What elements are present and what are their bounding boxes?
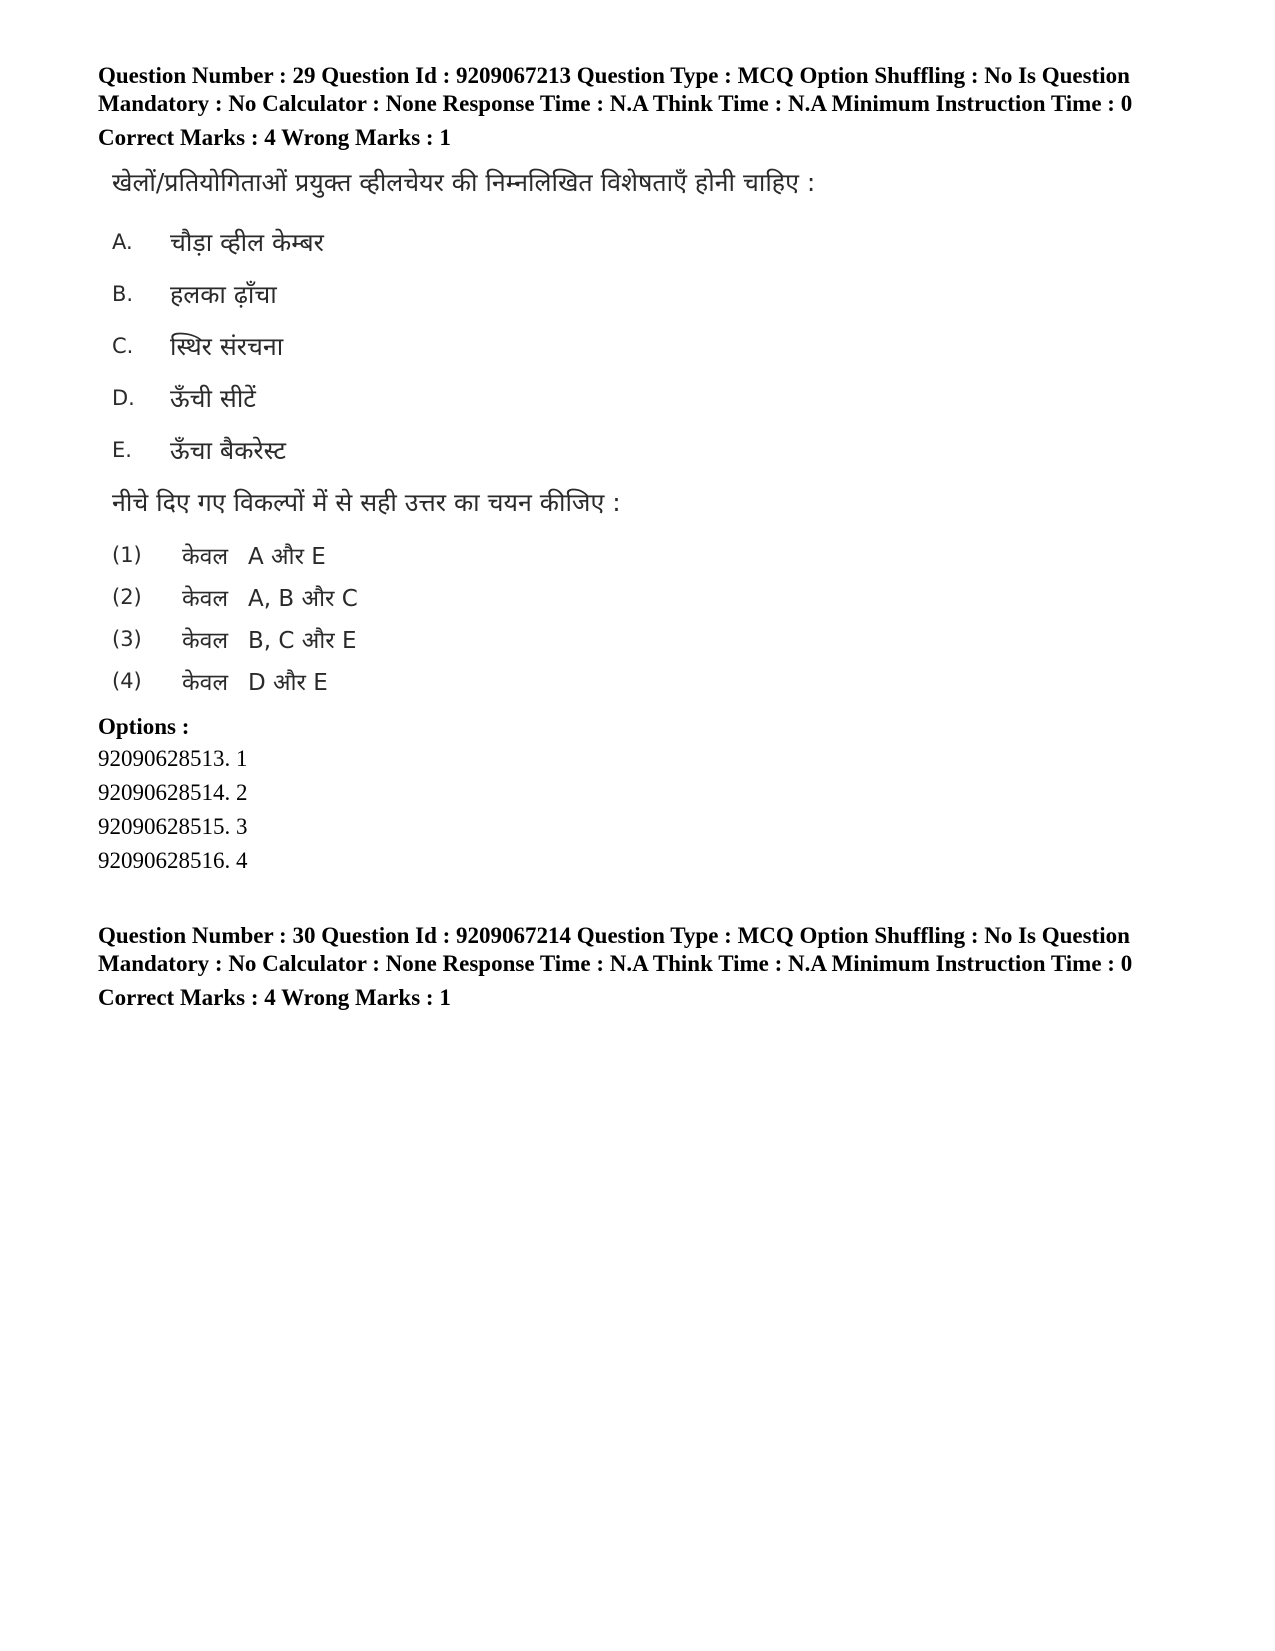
statement-letter: E. (112, 438, 132, 462)
statement-text: हलका ढ़ाँचा (170, 280, 277, 309)
choice-qualifier: केवल (182, 544, 229, 570)
choice-number: (2) (112, 585, 142, 609)
option-item: 92090628513. 1 (98, 746, 248, 771)
choice-number: (4) (112, 669, 142, 693)
statement-text: स्थिर संरचना (170, 332, 284, 361)
question-meta: Question Number : 29 Question Id : 9209067213 Question Type : MCQ Option Shuffling : No Is Question Mandatory : No Calculator : None Response Time : N.A Think Time : N.A Minimum Instruction Time : 0 (98, 63, 1133, 116)
statement-item (112, 424, 1178, 476)
question-block (98, 62, 1178, 878)
statement-item (112, 268, 1178, 320)
choice-qualifier: केवल (182, 628, 229, 654)
statement-text: चौड़ा व्हील केम्बर (170, 228, 324, 257)
question-meta: Question Number : 30 Question Id : 9209067214 Question Type : MCQ Option Shuffling : No Is Question Mandatory : No Calculator : None Response Time : N.A Think Time : N.A Minimum Instruction Time : 0 (98, 923, 1133, 976)
answer-choice (112, 660, 1178, 702)
statement-item (112, 320, 1178, 372)
question-body (112, 166, 1178, 702)
choice-text: D और E (248, 670, 328, 696)
statement-item (112, 372, 1178, 424)
choice-number: (3) (112, 627, 142, 651)
answer-choice (112, 576, 1178, 618)
option-item: 92090628514. 2 (98, 780, 248, 805)
answer-choice (112, 618, 1178, 660)
statement-letter: C. (112, 334, 134, 358)
question-block (98, 922, 1178, 1012)
options-heading: Options : (98, 714, 190, 739)
answer-choice (112, 534, 1178, 576)
question-marks: Correct Marks : 4 Wrong Marks : 1 (98, 985, 451, 1010)
choice-qualifier: केवल (182, 586, 229, 612)
statement-text: ऊँची सीटें (170, 384, 256, 413)
option-item: 92090628515. 3 (98, 814, 248, 839)
statement-letter: A. (112, 230, 133, 254)
choice-number: (1) (112, 543, 142, 567)
choice-instruction: नीचे दिए गए विकल्पों में से सही उत्तर का चयन कीजिए : (112, 488, 621, 517)
question-stem: खेलों/प्रतियोगिताओं प्रयुक्त व्हीलचेयर की निम्नलिखित विशेषताएँ होनी चाहिए : (112, 168, 816, 197)
document-page (98, 62, 1178, 1012)
choice-qualifier: केवल (182, 670, 229, 696)
statement-item (112, 216, 1178, 268)
question-marks: Correct Marks : 4 Wrong Marks : 1 (98, 125, 451, 150)
statement-letter: D. (112, 386, 135, 410)
statement-text: ऊँचा बैकरेस्ट (170, 436, 286, 465)
choice-text: A, B और C (248, 586, 358, 612)
choice-text: A और E (248, 544, 326, 570)
statement-letter: B. (112, 282, 134, 306)
choice-text: B, C और E (248, 628, 357, 654)
option-item: 92090628516. 4 (98, 848, 248, 873)
